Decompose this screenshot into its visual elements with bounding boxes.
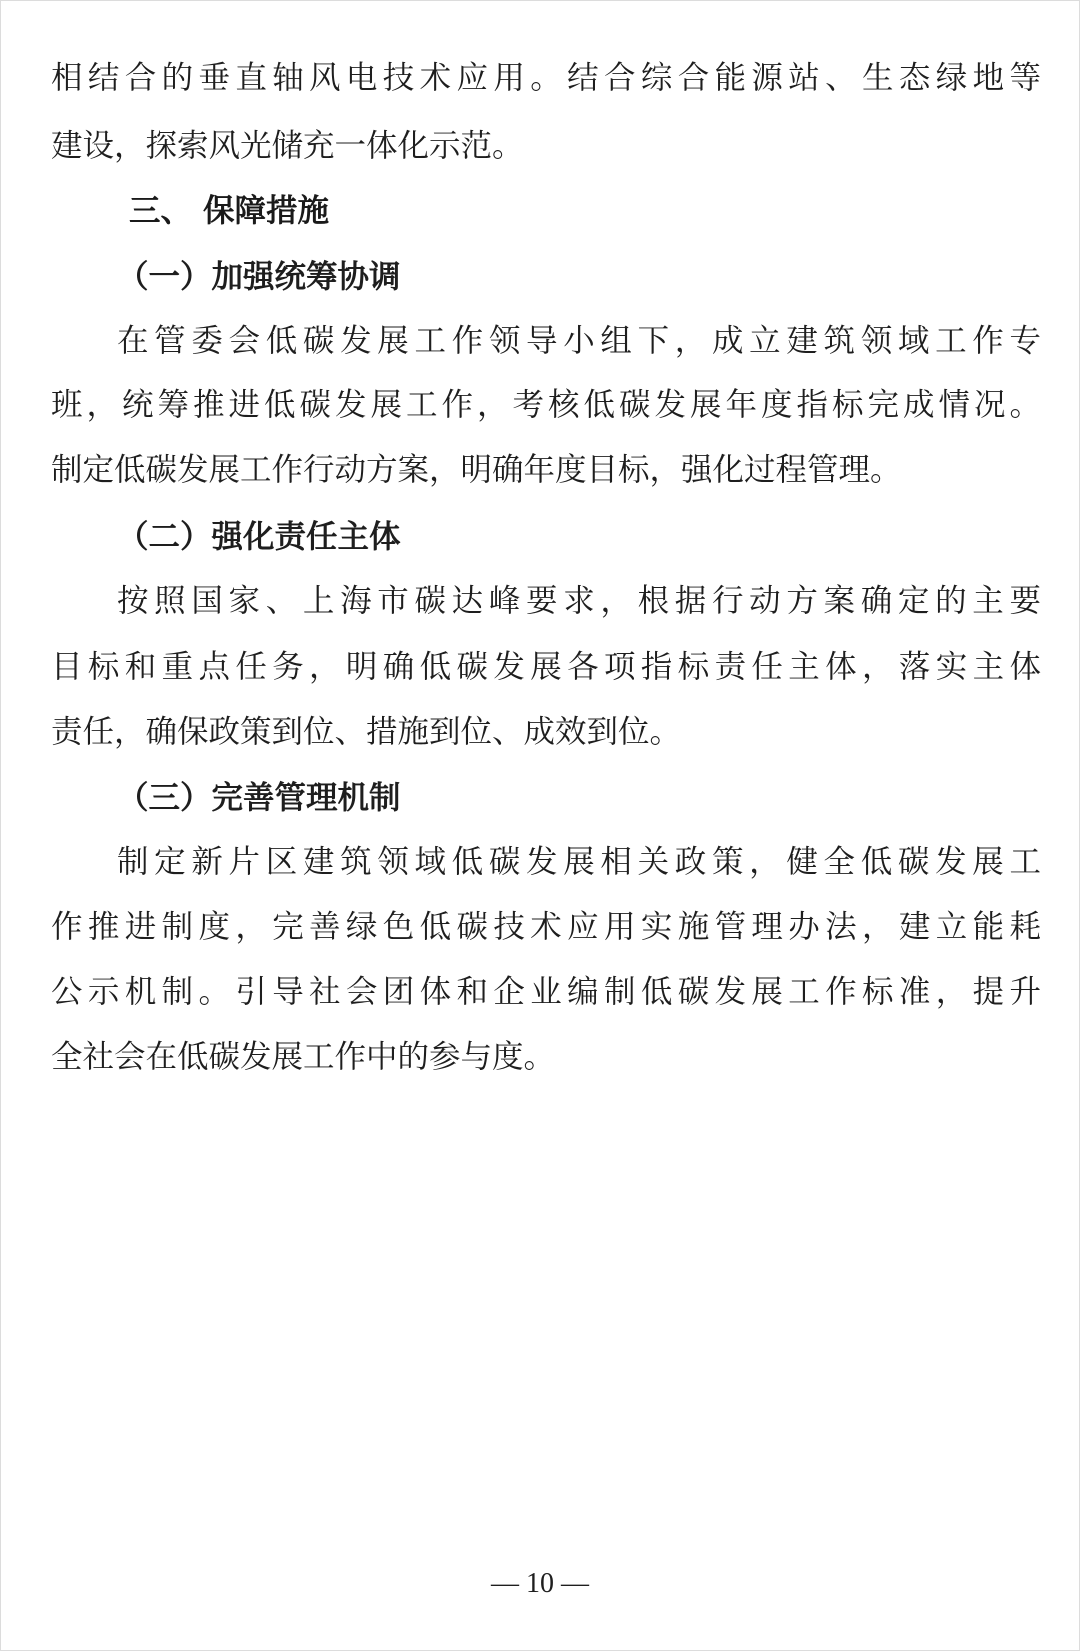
paragraph-line: 建设，探索风光储充一体化示范。 — [51, 128, 524, 164]
paragraph-line: 相结合的垂直轴风电技术应用。结合综合能源站、生态绿地等 — [51, 60, 1041, 96]
paragraph-line: 公示机制。引导社会团体和企业编制低碳发展工作标准，提升 — [51, 974, 1041, 1010]
paragraph-line: 在管委会低碳发展工作领导小组下，成立建筑领域工作专 — [117, 323, 1041, 359]
paragraph-line: 目标和重点任务，明确低碳发展各项指标责任主体，落实主体 — [51, 649, 1041, 685]
paragraph-line: 作推进制度，完善绿色低碳技术应用实施管理办法，建立能耗 — [51, 909, 1041, 945]
subsection-heading-2: （二）强化责任主体 — [117, 518, 401, 555]
paragraph-line: 按照国家、上海市碳达峰要求，根据行动方案确定的主要 — [117, 583, 1041, 619]
paragraph-line: 制定低碳发展工作行动方案，明确年度目标，强化过程管理。 — [51, 452, 902, 488]
paragraph-line: 责任，确保政策到位、措施到位、成效到位。 — [51, 714, 682, 750]
paragraph-line: 全社会在低碳发展工作中的参与度。 — [51, 1039, 556, 1075]
paragraph-line: 制定新片区建筑领域低碳发展相关政策，健全低碳发展工 — [117, 844, 1041, 880]
subsection-heading-3: （三）完善管理机制 — [117, 779, 401, 816]
subsection-heading-1: （一）加强统筹协调 — [117, 258, 401, 295]
section-heading: 三、 保障措施 — [129, 193, 329, 229]
paragraph-line: 班，统筹推进低碳发展工作，考核低碳发展年度指标完成情况。 — [51, 387, 1041, 423]
page-number: — 10 — — [491, 1568, 589, 1599]
